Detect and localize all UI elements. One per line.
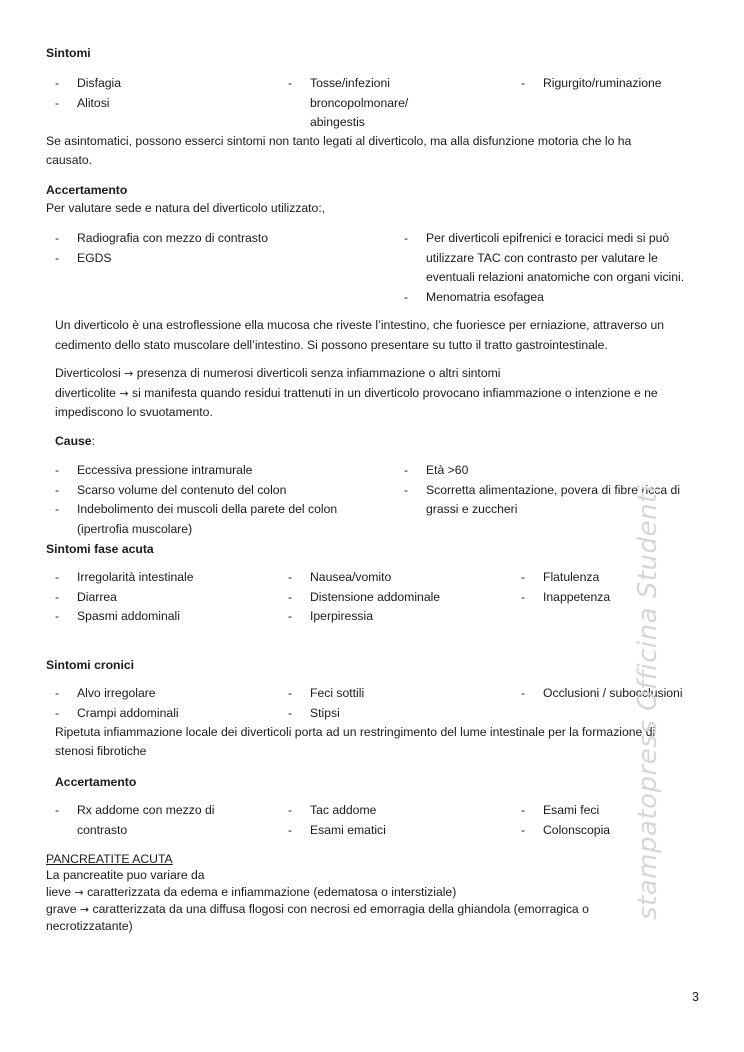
list-item (55, 500, 375, 539)
acuta-col1 (55, 568, 275, 627)
list-item-text: Colonscopia (543, 822, 611, 837)
bullet-dash: - (288, 803, 293, 817)
cause-colon: : (91, 434, 95, 448)
cronici-note-line2: stenosi fibrotiche (55, 744, 147, 758)
diverticolite-text: si manifesta quando residui trattenuti in un diverticolo provocano infiammazione o intenzione e ne (131, 386, 658, 400)
list-item-text: Eccessiva pressione intramurale (77, 463, 253, 477)
diverticolosi-term: Diverticolosi (55, 366, 121, 380)
list-item-text: Spasmi addominali (77, 609, 180, 623)
bullet-dash: - (521, 686, 526, 700)
sintomi-col2 (288, 74, 448, 133)
list-item (288, 568, 508, 588)
list-item (521, 588, 721, 608)
list-item (288, 684, 508, 704)
bullet-dash: - (55, 463, 60, 477)
list-item (521, 74, 721, 94)
accertamento2-col1 (55, 801, 230, 840)
sintomi-heading: Sintomi (46, 46, 91, 60)
list-item-text: Inappetenza (543, 589, 611, 604)
diverticolite-term: diverticolite (55, 386, 116, 400)
diverticolite-line (55, 384, 658, 404)
accertamento2-col2 (288, 801, 508, 840)
diverticolosi-text: presenza di numerosi diverticoli senza infiammazione o altri sintomi (136, 366, 501, 380)
list-item (288, 607, 508, 627)
list-item (55, 607, 275, 627)
diverticolite-line2: impediscono lo svuotamento. (55, 405, 213, 419)
acuta-col3 (521, 568, 721, 607)
cronici-heading: Sintomi cronici (46, 658, 135, 672)
bullet-dash: - (288, 609, 293, 623)
pancreatite-line1: La pancreatite puo variare da (46, 868, 205, 882)
lieve-text: caratterizzata da edema e infiammazione (edematosa o interstiziale) (87, 885, 457, 899)
list-item-text: Iperpiressia (310, 609, 373, 623)
arrow-icon: → (79, 903, 90, 916)
list-item (55, 704, 275, 724)
list-item (55, 588, 275, 608)
accertamento2-col3 (521, 801, 721, 840)
diverticolosi-line (55, 364, 500, 384)
bullet-dash: - (55, 231, 60, 245)
bullet-dash: - (404, 231, 409, 245)
list-item (55, 568, 275, 588)
accertamento2-heading: Accertamento (55, 775, 137, 789)
list-item (55, 249, 375, 269)
cause-heading-line (55, 432, 95, 452)
bullet-dash: - (288, 589, 293, 604)
list-item-text: Crampi addominali (77, 705, 179, 720)
list-item (404, 461, 704, 481)
list-item-text: Esami ematici (310, 822, 386, 837)
list-item (288, 74, 448, 133)
arrow-icon: → (119, 387, 129, 400)
list-item (55, 481, 375, 501)
sintomi-col1 (55, 74, 255, 113)
list-item-text: Alvo irregolare (77, 686, 156, 700)
list-item-text: Occlusioni / subocclusioni (543, 686, 683, 700)
bullet-dash: - (404, 463, 409, 477)
accertamento-intro: Per valutare sede e natura del diverticolo utilizzato:, (46, 201, 326, 215)
cause-col1 (55, 461, 375, 539)
acuta-col2 (288, 568, 508, 627)
list-item (521, 801, 721, 821)
page-number: 3 (692, 990, 699, 1004)
list-item (521, 821, 721, 841)
bullet-dash: - (521, 570, 526, 584)
list-item-text: Disfagia (77, 76, 122, 90)
diverticolo-def-line1: Un diverticolo è una estroflessione ella mucosa che riveste l’intestino, che fuoriesce per erniazione, attraverso un (55, 318, 665, 332)
list-item-text: Tac addome (310, 803, 377, 817)
acuta-heading: Sintomi fase acuta (46, 542, 154, 556)
list-item-text: Nausea/vomito (310, 570, 392, 584)
arrow-icon: → (124, 367, 134, 380)
list-item-text: Menomatria esofagea (426, 289, 544, 304)
list-item-text: Flatulenza (543, 570, 600, 584)
list-item (55, 229, 375, 249)
list-item (521, 684, 721, 704)
list-item (288, 801, 508, 821)
sintomi-col3 (521, 74, 721, 94)
list-item (55, 74, 255, 94)
list-item-text: Stipsi (310, 705, 340, 720)
list-item-text: Rx addome con mezzo di contrasto (77, 803, 215, 837)
diverticolo-def-line2: cedimento dello stato muscolare dell’intestino. Si possono presentare su tutto il tratto gastrointestinale. (55, 338, 608, 352)
list-item (288, 588, 508, 608)
list-item (521, 568, 721, 588)
list-item (55, 94, 255, 114)
cronici-col2 (288, 684, 508, 723)
bullet-dash: - (288, 705, 293, 720)
bullet-dash: - (55, 250, 60, 265)
list-item-text: Età >60 (426, 463, 469, 477)
sintomi-note-line2: causato. (46, 153, 93, 167)
list-item (55, 461, 375, 481)
bullet-dash: - (288, 822, 293, 837)
bullet-dash: - (55, 570, 60, 584)
bullet-dash: - (55, 609, 60, 623)
bullet-dash: - (404, 289, 409, 304)
accertamento-heading: Accertamento (46, 183, 128, 197)
list-item-text: Irregolarità intestinale (77, 570, 194, 584)
bullet-dash: - (521, 589, 526, 604)
cronici-note-line1: Ripetuta infiammazione locale dei diverticoli porta ad un restringimento del lume intestinale per la formazione di (55, 725, 656, 739)
list-item-text: Diarrea (77, 589, 117, 604)
cronici-col1 (55, 684, 275, 723)
grave-text: caratterizzata da una diffusa flogosi con necrosi ed emorragia della ghiandola (emorragica o (92, 902, 589, 916)
arrow-icon: → (74, 886, 84, 899)
bullet-dash: - (55, 803, 60, 817)
bullet-dash: - (55, 95, 60, 110)
bullet-dash: - (55, 76, 60, 90)
cronici-col3 (521, 684, 721, 704)
bullet-dash: - (288, 570, 293, 584)
bullet-dash: - (521, 803, 526, 817)
list-item-text: Esami feci (543, 803, 600, 817)
pancreatite-grave-line2: necrotizzatante) (46, 919, 133, 933)
list-item-text: Alitosi (77, 95, 110, 110)
list-item-text: Distensione addominale (310, 589, 441, 604)
bullet-dash: - (55, 482, 60, 497)
list-item-text: EGDS (77, 250, 112, 265)
list-item-text: Radiografia con mezzo di contrasto (77, 231, 269, 245)
list-item-text: Rigurgito/ruminazione (543, 76, 662, 90)
bullet-dash: - (288, 76, 293, 90)
list-item-text: Feci sottili (310, 686, 365, 700)
bullet-dash: - (404, 482, 409, 497)
bullet-dash: - (521, 822, 526, 837)
list-item (404, 288, 704, 308)
list-item-text: Per diverticoli epifrenici e toracici medi si può utilizzare TAC con contrasto per valutare le eventuali relazioni anatomiche con organi vicini. (426, 231, 685, 284)
list-item-text: Tosse/infezioni broncopolmonare/ abingestis (310, 76, 409, 129)
bullet-dash: - (55, 705, 60, 720)
bullet-dash: - (521, 76, 526, 90)
bullet-dash: - (55, 686, 60, 700)
list-item-text: Scorretta alimentazione, povera di fibre ricca di grassi e zuccheri (426, 482, 681, 516)
list-item (55, 684, 275, 704)
watermark: stampatopress Officina Studenti (633, 484, 663, 920)
sintomi-note-line1: Se asintomatici, possono esserci sintomi non tanto legati al diverticolo, ma alla disfunzione motoria che lo ha (46, 134, 632, 148)
list-item (288, 821, 508, 841)
lieve-term: lieve (46, 885, 72, 899)
pancreatite-title: PANCREATITE ACUTA (46, 852, 173, 866)
list-item (404, 229, 704, 288)
list-item-text: Indebolimento dei muscoli della parete del colon (ipertrofia muscolare) (77, 502, 338, 536)
accertamento-col1 (55, 229, 375, 268)
cause-heading: Cause (55, 434, 92, 448)
bullet-dash: - (288, 686, 293, 700)
bullet-dash: - (55, 589, 60, 604)
bullet-dash: - (55, 502, 60, 516)
list-item-text: Scarso volume del contenuto del colon (77, 482, 287, 497)
grave-term: grave (46, 902, 77, 916)
list-item (288, 704, 508, 724)
list-item (55, 801, 230, 840)
accertamento-col2 (404, 229, 704, 307)
